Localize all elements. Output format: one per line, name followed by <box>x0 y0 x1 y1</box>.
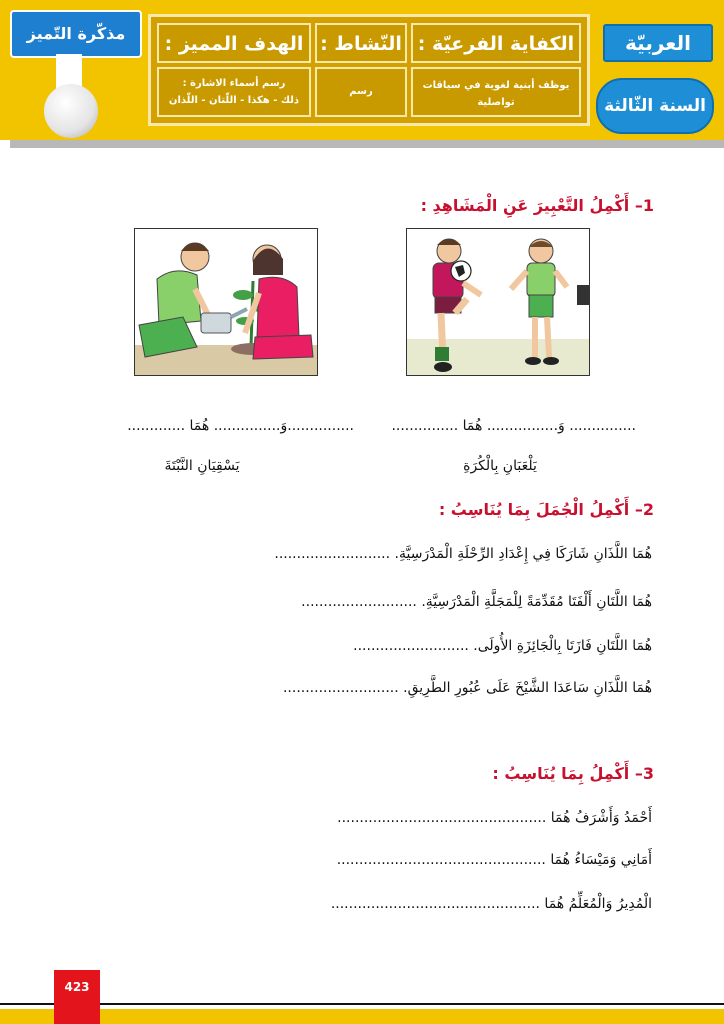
exercise2-title: 2– أَكْمِلُ الْجُمَلَ بِمَا يُنَاسِبُ : <box>438 500 654 519</box>
watering-drawing <box>135 229 317 375</box>
goal-text-line1: رسم أسماء الاشارة : <box>182 78 286 89</box>
exercise2-line-1: هُمَا اللَّذَانِ شَارَكَا فِي إِعْدَادِ الرِّحْلَةِ الْمَدْرَسِيَّةِ. .......................... <box>274 546 652 562</box>
grade-badge: السنة الثّالثة <box>596 78 714 134</box>
exercise1-title: 1– أَكْمِلُ التَّعْبِيرَ عَنِ الْمَشَاهِدِ : <box>420 196 654 215</box>
exercise3-title: 3– أَكْمِلُ بِمَا يُنَاسِبُ : <box>492 764 654 783</box>
lesson-info-table <box>148 14 590 126</box>
exercise1-caption-right: يَلْعَبَانِ بِالْكُرَةِ <box>463 458 537 474</box>
activity-text: رسم <box>315 67 407 117</box>
goal-text <box>157 67 311 117</box>
page-number: 423 <box>54 970 100 1024</box>
header-shadow <box>10 140 724 148</box>
goal-heading: الهدف المميز : <box>157 23 311 63</box>
exercise3-line-1: أَحْمَدُ وَأَشْرَفُ هُمَا ............................................... <box>337 810 652 826</box>
football-illustration <box>406 228 590 376</box>
exercise1-caption-left: يَسْقِيَانِ النَّبْتَةَ <box>164 458 240 474</box>
competency-text: يوظف أبنية لغوية في سياقات تواصلية <box>411 67 581 117</box>
logo-label: مذكّرة التّميز <box>10 10 142 58</box>
goal-text-line2: ذلك - هكذا - اللّتان - اللّذان <box>168 95 300 106</box>
exercise2-line-2: هُمَا اللَّتَانِ أَلْفَتَا مُقَدِّمَةً لِلْمَجَلَّةِ الْمَدْرَسِيَّةِ. .......................... <box>301 594 652 610</box>
exercise2-line-3: هُمَا اللَّتَانِ فَازَتَا بِالْجَائِزَةِ الأُولَى. .......................... <box>353 638 652 654</box>
footer-line <box>0 1003 724 1005</box>
watering-plant-illustration <box>134 228 318 376</box>
activity-heading: النّشاط : <box>315 23 407 63</box>
logo-ball-icon <box>44 84 98 138</box>
exercise1-blank-right: ............... وَ................ هُمَا ............... <box>391 418 636 434</box>
footer-bar <box>0 1009 724 1024</box>
football-drawing <box>407 229 589 375</box>
exercise1-blank-left: ...............وَ............... هُمَا ............. <box>127 418 354 434</box>
subject-badge: العربيّة <box>603 24 713 62</box>
exercise2-line-4: هُمَا اللَّذَانِ سَاعَدَا الشَّيْخَ عَلَى عُبُورِ الطَّرِيقِ. .......................... <box>282 680 652 696</box>
competency-heading: الكفاية الفرعيّة : <box>411 23 581 63</box>
exercise3-line-2: أَمَانِي وَمَيْسَاءُ هُمَا ............................................... <box>336 852 652 868</box>
exercise3-line-3: الْمُدِيرُ وَالْمُعَلِّمُ هُمَا ............................................... <box>330 896 652 912</box>
